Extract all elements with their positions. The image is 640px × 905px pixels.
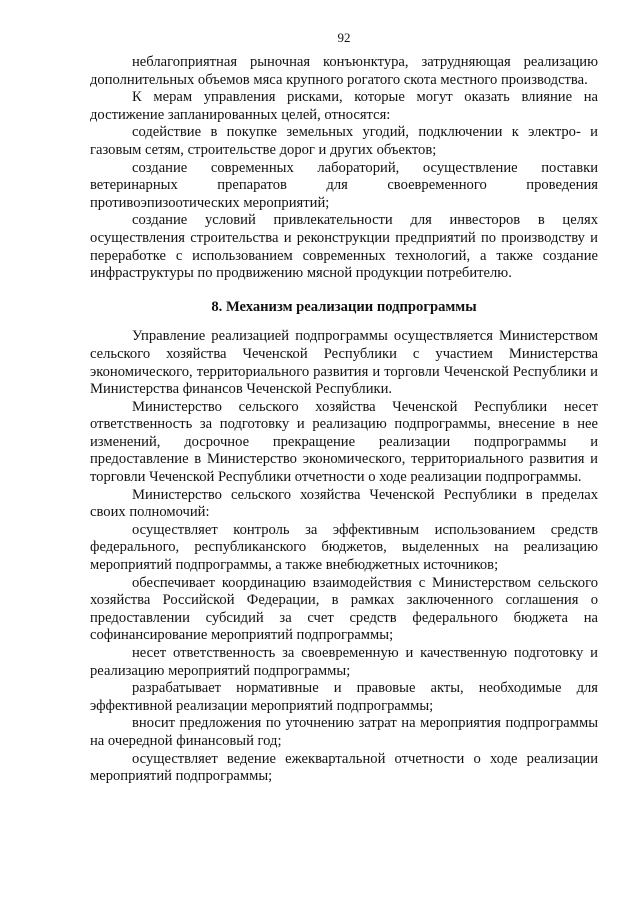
paragraph: создание условий привлекательности для инвесторов в целях осуществления строительства и реконструкции предприятий по производству и переработке с использованием современных технологий, а также создание инфраструктуры по продвижению мясной продукции потребителю. bbox=[90, 212, 598, 282]
page-number: 92 bbox=[337, 30, 351, 45]
section-heading: 8. Механизм реализации подпрограммы bbox=[211, 298, 477, 315]
paragraph: несет ответственность за своевременную и качественную подготовку и реализацию мероприятий подпрограммы; bbox=[90, 645, 598, 679]
paragraph: неблагоприятная рыночная конъюнктура, затрудняющая реализацию дополнительных объемов мяса крупного рогатого скота местного производства. bbox=[90, 54, 598, 88]
paragraph: содействие в покупке земельных угодий, подключении к электро- и газовым сетям, строительстве дорог и других объектов; bbox=[90, 124, 598, 158]
paragraph: осуществляет контроль за эффективным использованием средств федерального, республиканского бюджетов, выделенных на реализацию мероприятий подпрограммы, а также внебюджетных источников; bbox=[90, 521, 598, 574]
paragraph: обеспечивает координацию взаимодействия с Министерством сельского хозяйства Российской Федерации, в рамках заключенного соглашения о предоставлении субсидий за счет средств федерального бюджета на софинансирование мероприятий подпрограммы; bbox=[90, 574, 598, 644]
paragraph: Министерство сельского хозяйства Чеченской Республики в пределах своих полномочий: bbox=[90, 486, 598, 521]
paragraph: разрабатывает нормативные и правовые акты, необходимые для эффективной реализации мероприятий подпрограммы; bbox=[90, 680, 598, 714]
paragraph: осуществляет ведение ежеквартальной отчетности о ходе реализации мероприятий подпрограммы; bbox=[90, 750, 598, 785]
paragraph: Управление реализацией подпрограммы осуществляется Министерством сельского хозяйства Чеченской Республики с участием Министерства экономического, территориального развития и торговли Чеченской Республики и Министерства финансов Чеченской Республики. bbox=[90, 328, 598, 398]
paragraph: Министерство сельского хозяйства Чеченской Республики несет ответственность за подготовку и реализацию подпрограммы, внесение в нее изменений, досрочное прекращение реализации подпрограммы и предоставление в Министерство экономического, территориального развития и торговли Чеченской Республики отчетности о ходе реализации подпрограммы. bbox=[90, 398, 598, 486]
paragraph: К мерам управления рисками, которые могут оказать влияние на достижение запланированных целей, относятся: bbox=[90, 89, 598, 123]
paragraph: создание современных лабораторий, осуществление поставки ветеринарных препаратов для своевременного проведения противоэпизоотических мероприятий; bbox=[90, 159, 598, 211]
paragraph: вносит предложения по уточнению затрат на мероприятия подпрограммы на очередной финансовый год; bbox=[90, 715, 598, 749]
